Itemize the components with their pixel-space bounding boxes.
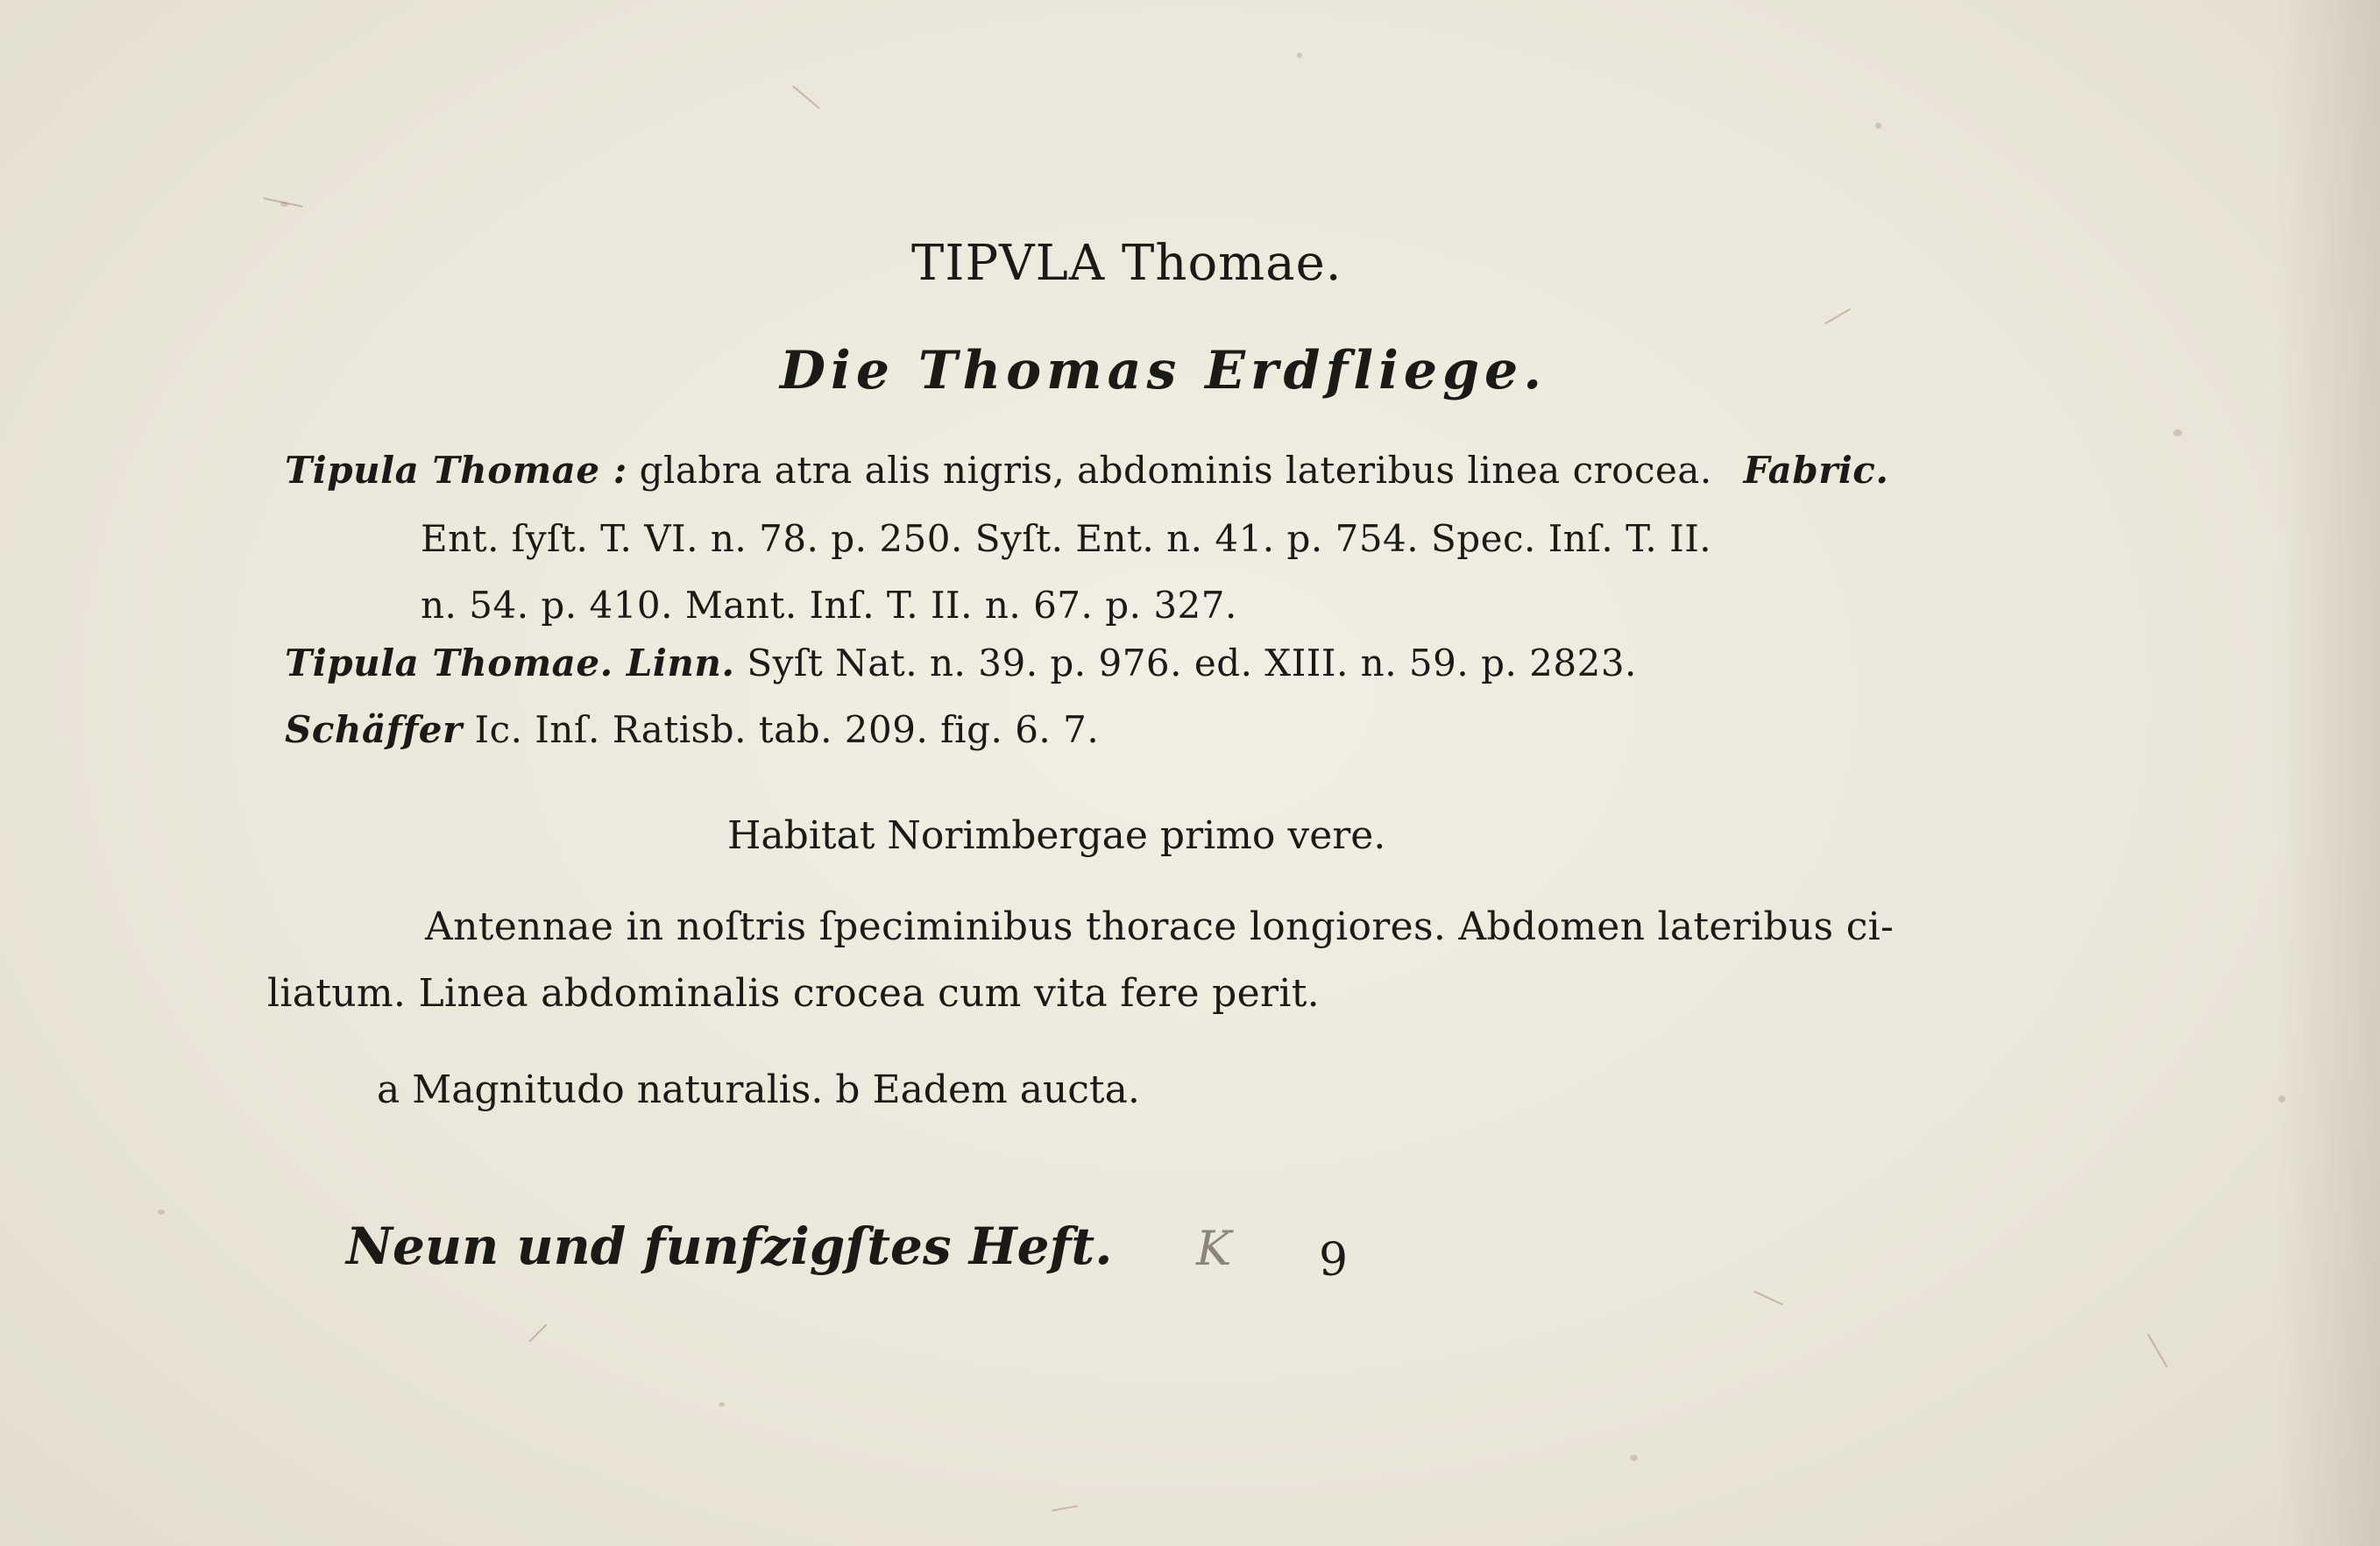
paper-speck [2173, 429, 2182, 436]
reference-linnaeus [285, 642, 1637, 684]
paper-speck [2278, 1096, 2285, 1103]
reference-fabricius-cont-1: Ent. ſyſt. T. VI. n. 78. p. 250. Syſt. Ent. n. 41. p. 754. Spec. Inſ. T. II. [421, 517, 1712, 560]
paper-fiber [792, 85, 820, 109]
issue-footer: Neun und funfzigſtes Heft. [346, 1216, 1113, 1276]
paper-fiber [528, 1323, 547, 1342]
paper-speck [1630, 1455, 1638, 1461]
reference-label: Tipula Thomae. Linn. [285, 642, 735, 684]
species-title: TIPVLA Thomae. [911, 235, 1342, 292]
description-line-1: Antennae in noſtris ſpeciminibus thorace longiores. Abdomen lateribus ci- [425, 904, 1895, 949]
page-number: 9 [1319, 1234, 1349, 1287]
figure-caption: a Magnitudo naturalis. b Eadem aucta. [377, 1067, 1140, 1112]
paper-speck [1875, 123, 1881, 129]
reference-fabricius [285, 449, 1888, 492]
paper-fiber [1753, 1290, 1782, 1305]
reference-text: Ic. Inſ. Ratisb. tab. 209. fig. 6. 7. [462, 708, 1100, 751]
paper-fiber [1052, 1505, 1078, 1511]
reference-label: Schäffer [285, 708, 463, 751]
reference-text: Syſt Nat. n. 39. p. 976. ed. XIII. n. 59. p. 2823. [734, 642, 1637, 684]
reference-source: Fabric. [1743, 449, 1889, 492]
species-common-name: Die Thomas Erdfliege. [780, 340, 1548, 401]
paper-fiber [2147, 1333, 2168, 1367]
paper-speck [719, 1402, 725, 1407]
habitat-line: Habitat Norimbergae primo vere. [727, 813, 1386, 858]
signature-mark: K [1196, 1221, 1232, 1276]
reference-label: Tipula Thomae : [285, 449, 627, 492]
description-line-2: liatum. Linea abdominalis crocea cum vita fere perit. [267, 971, 1320, 1016]
paper-fiber [1824, 308, 1851, 325]
reference-text: glabra atra alis nigris, abdominis lateribus linea crocea. [627, 449, 1712, 492]
reference-schaeffer [285, 708, 1099, 751]
paper-speck [1297, 53, 1302, 58]
paper-speck [158, 1209, 165, 1215]
reference-fabricius-cont-2: n. 54. p. 410. Mant. Inſ. T. II. n. 67. p. 327. [421, 584, 1237, 627]
